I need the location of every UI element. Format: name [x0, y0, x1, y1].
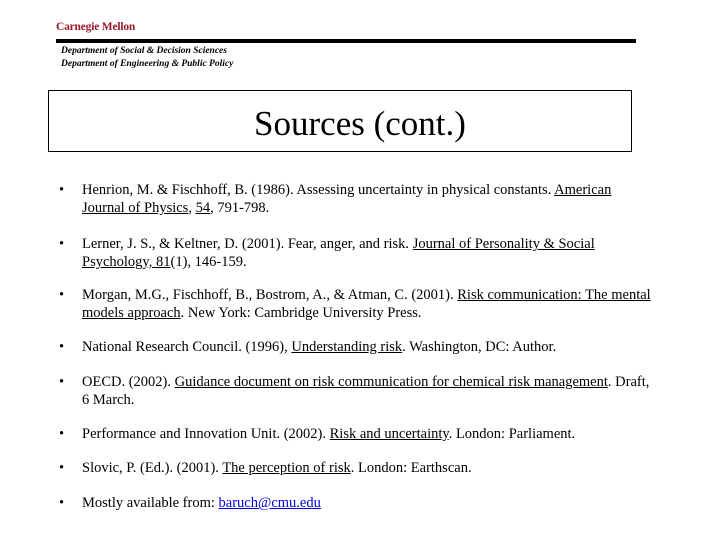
reference-text: Slovic, P. (Ed.). (2001). The perception of risk. London: Earthscan.	[82, 460, 472, 476]
bullet-icon: •	[59, 339, 65, 355]
reference-text: Mostly available from: baruch@cmu.edu	[82, 495, 321, 511]
reference-text: OECD. (2002). Guidance document on risk communication for chemical risk management. Draft, 6 March.	[82, 374, 650, 408]
email-link[interactable]: baruch@cmu.edu	[218, 495, 321, 511]
bullet-icon: •	[59, 374, 65, 390]
reference-text: Henrion, M. & Fischhoff, B. (1986). Assessing uncertainty in physical constants. American Journal of Physics, 54, 791-798.	[82, 182, 612, 216]
journal-title: Journal of Personality & Social Psychology,	[82, 236, 595, 270]
report-title: Risk and uncertainty	[329, 426, 449, 442]
volume-number: 54	[195, 200, 211, 216]
bullet-icon: •	[59, 460, 65, 476]
book-title: Understanding risk	[291, 339, 403, 355]
bullet-icon: •	[59, 236, 65, 252]
department-line-1: Department of Social & Decision Sciences	[61, 46, 227, 56]
book-title: Risk communication: The mental models approach	[82, 287, 651, 321]
department-line-2: Department of Engineering & Public Policy	[61, 59, 234, 69]
document-title: Guidance document on risk communication for chemical risk management	[174, 374, 608, 390]
volume-number: 81	[155, 254, 171, 270]
bullet-icon: •	[59, 182, 65, 198]
reference-text: National Research Council. (1996), Understanding risk. Washington, DC: Author.	[82, 339, 557, 355]
reference-text: Lerner, J. S., & Keltner, D. (2001). Fear, anger, and risk. Journal of Personality & Social Psychology, 81(1), 146-159.	[82, 236, 595, 270]
bullet-icon: •	[59, 495, 65, 511]
slide-title: Sources (cont.)	[254, 104, 466, 143]
bullet-icon: •	[59, 426, 65, 442]
book-title: The perception of risk	[222, 460, 351, 476]
bullet-icon: •	[59, 287, 65, 303]
journal-title: American Journal of Physics	[82, 182, 612, 216]
reference-text: Morgan, M.G., Fischhoff, B., Bostrom, A., & Atman, C. (2001). Risk communication: The mental models approach. New York: Cambridge University Press.	[82, 287, 651, 321]
university-logo: Carnegie Mellon	[56, 21, 136, 33]
reference-text: Performance and Innovation Unit. (2002). Risk and uncertainty. London: Parliament.	[82, 426, 576, 442]
